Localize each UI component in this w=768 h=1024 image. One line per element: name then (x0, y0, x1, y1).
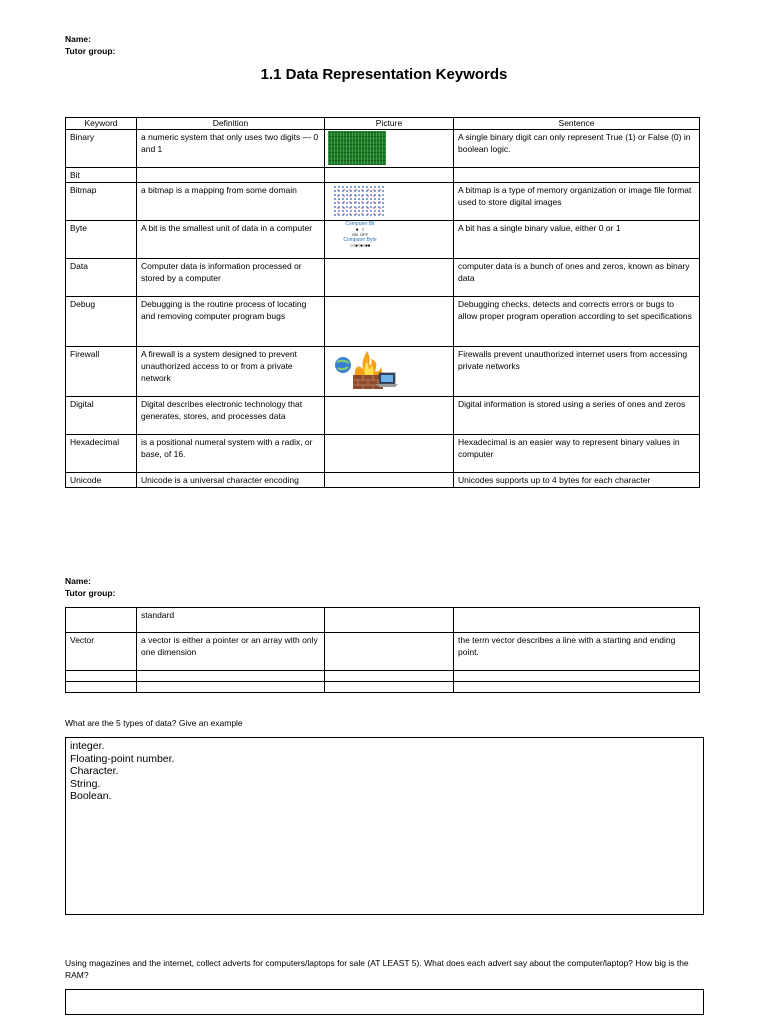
table-row (66, 130, 700, 168)
table-row (66, 682, 700, 693)
definition-cell: standard (137, 608, 325, 633)
picture-cell (325, 347, 454, 397)
table-row (66, 297, 700, 347)
table-row (66, 259, 700, 297)
sentence-cell: Firewalls prevent unauthorized internet users from accessing private networks (454, 347, 700, 397)
definition-cell: A bit is the smallest unit of data in a computer (137, 221, 325, 259)
sentence-cell: A single binary digit can only represent True (1) or False (0) in boolean logic. (454, 130, 700, 168)
definition-cell: A firewall is a system designed to prevent unauthorized access to or from a private network (137, 347, 325, 397)
keyword-cell: Byte (66, 221, 137, 259)
keyword-cell: Vector (66, 633, 137, 671)
keyword-cell: Unicode (66, 473, 137, 488)
page-title: 1.1 Data Representation Keywords (260, 66, 508, 83)
table-header-row (66, 118, 700, 130)
computer-byte-label: Computer Byte (343, 237, 377, 243)
picture-cell (325, 633, 454, 671)
picture-cell (325, 397, 454, 435)
answer-box-data-types[interactable] (65, 737, 704, 915)
name-label: Name: (65, 34, 91, 44)
sentence-cell: Digital information is stored using a series of ones and zeros (454, 397, 700, 435)
question-adverts: Using magazines and the internet, collect adverts for computers/laptops for sale (AT LEAST 5). What does each advert say about the computer/laptop? How big is the RAM? (65, 958, 689, 980)
definition-cell (137, 682, 325, 693)
table-row (66, 168, 700, 183)
header-keyword: Keyword (66, 118, 137, 130)
table-row (66, 183, 700, 221)
answer-line: Floating-point number. (70, 752, 175, 765)
picture-cell (325, 473, 454, 488)
picture-cell (325, 259, 454, 297)
sentence-cell (454, 671, 700, 682)
firewall-icon (333, 349, 403, 393)
bitmap-grid-image (333, 185, 385, 217)
header-sentence: Sentence (454, 118, 700, 130)
picture-cell (325, 682, 454, 693)
keyword-cell: Hexadecimal (66, 435, 137, 473)
sentence-cell: Debugging checks, detects and corrects errors or bugs to allow proper program operation according to set specifications (454, 297, 700, 347)
question-data-types: What are the 5 types of data? Give an example (65, 718, 243, 728)
on-label: ON (351, 232, 358, 237)
tutor-group-label-page2: Tutor group: (65, 588, 116, 598)
definition-cell: a bitmap is a mapping from some domain (137, 183, 325, 221)
definition-cell: a vector is either a pointer or an array with only one dimension (137, 633, 325, 671)
bit-byte-image (335, 221, 385, 249)
answer-line: integer. (70, 740, 105, 752)
sentence-cell: A bit has a single binary value, either 0 or 1 (454, 221, 700, 259)
table-row (66, 221, 700, 259)
table-row (66, 633, 700, 671)
answer-box-adverts[interactable] (65, 989, 704, 1015)
keyword-table (65, 117, 700, 488)
table-row (66, 435, 700, 473)
keyword-cell (66, 682, 137, 693)
definition-cell (137, 168, 325, 183)
on-off-icon: ● ○ (355, 227, 365, 233)
keyword-cell: Bitmap (66, 183, 137, 221)
name-label-page2: Name: (65, 576, 91, 586)
header-picture: Picture (325, 118, 454, 130)
computer-bit-label: Computer Bit (345, 221, 375, 227)
sentence-cell: Hexadecimal is an easier way to represent binary values in computer (454, 435, 700, 473)
picture-cell (325, 297, 454, 347)
picture-cell (325, 168, 454, 183)
picture-cell (325, 221, 454, 259)
table-row (66, 347, 700, 397)
keyword-cell: Firewall (66, 347, 137, 397)
definition-cell: Digital describes electronic technology that generates, stores, and processes data (137, 397, 325, 435)
picture-cell (325, 435, 454, 473)
sentence-cell (454, 608, 700, 633)
definition-cell: Computer data is information processed or stored by a computer (137, 259, 325, 297)
keyword-cell: Bit (66, 168, 137, 183)
binary-texture-image (328, 131, 386, 165)
keyword-cell: Data (66, 259, 137, 297)
table-row (66, 608, 700, 633)
sentence-cell (454, 168, 700, 183)
picture-cell (325, 130, 454, 168)
keyword-cell (66, 608, 137, 633)
sentence-cell: computer data is a bunch of ones and zeros, known as binary data (454, 259, 700, 297)
keyword-cell: Binary (66, 130, 137, 168)
keyword-cell: Debug (66, 297, 137, 347)
picture-cell (325, 608, 454, 633)
table-row (66, 671, 700, 682)
header-definition: Definition (137, 118, 325, 130)
keyword-table-continued (65, 607, 700, 693)
definition-cell: Debugging is the routine process of locating and removing computer program bugs (137, 297, 325, 347)
sentence-cell: the term vector describes a line with a starting and ending point. (454, 633, 700, 671)
table-row (66, 397, 700, 435)
keyword-cell (66, 671, 137, 682)
definition-cell: Unicode is a universal character encoding (137, 473, 325, 488)
byte-circles-icon: ○○●○●○●● (349, 243, 371, 249)
sentence-cell: A bitmap is a type of memory organization or image file format used to store digital images (454, 183, 700, 221)
table-row (66, 473, 700, 488)
keyword-cell: Digital (66, 397, 137, 435)
definition-cell: is a positional numeral system with a radix, or base, of 16. (137, 435, 325, 473)
definition-cell: a numeric system that only uses two digits — 0 and 1 (137, 130, 325, 168)
picture-cell (325, 183, 454, 221)
answer-line: Character. (70, 765, 119, 777)
answer-line: String. (70, 777, 101, 790)
off-label: OFF (360, 232, 369, 237)
definition-cell (137, 671, 325, 682)
answer-line: Boolean. (70, 790, 112, 802)
picture-cell (325, 671, 454, 682)
tutor-group-label: Tutor group: (65, 46, 116, 56)
sentence-cell (454, 682, 700, 693)
sentence-cell: Unicodes supports up to 4 bytes for each character (454, 473, 700, 488)
